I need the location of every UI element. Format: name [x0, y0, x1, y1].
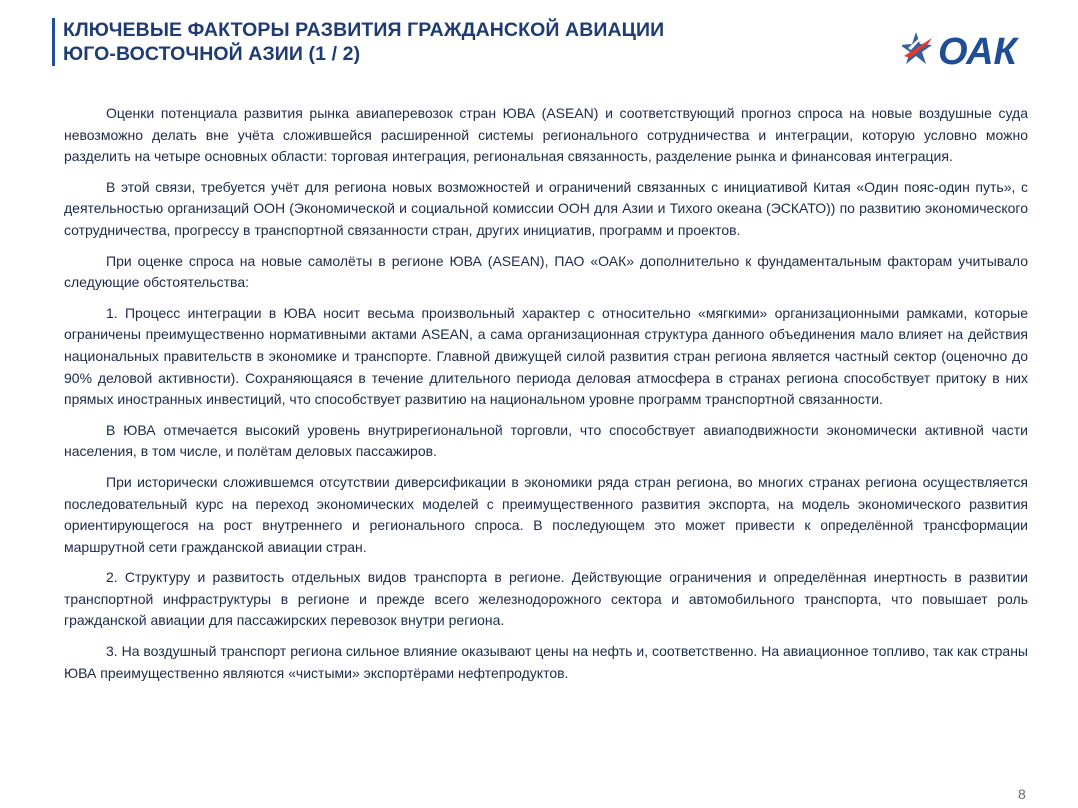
logo-text: ОАК: [938, 31, 1017, 72]
oak-logo: [902, 28, 1062, 72]
slide-title: [52, 18, 664, 66]
paragraph: Оценки потенциала развития рынка авиаперевозок стран ЮВА (ASEAN) и соответствующий прогноз спроса на новые воздушные суда невозможно делать вне учёта сложившейся расширенной системы регионального сотрудничества и интеграции, которую условно можно разделить на четыре основных области: торговая интеграция, региональная связанность, разделение рынка и финансовая интеграция.: [64, 105, 1028, 165]
page-number: 8: [1018, 786, 1026, 802]
title-line-2: ЮГО-ВОСТОЧНОЙ АЗИИ (1 / 2): [63, 43, 361, 65]
paragraph: При оценке спроса на новые самолёты в регионе ЮВА (ASEAN), ПАО «ОАК» дополнительно к фундаментальным факторам учитывало следующие обстоятельства:: [64, 252, 1028, 291]
paragraph: При исторически сложившемся отсутствии диверсификации в экономики ряда стран региона, во многих странах региона осуществляется последовательный курс на переход экономических моделей с преимущественного развития экспорта, на модель экономического развития ориентирующегося на рост внутреннего и регионального спроса. В последующем это может привести к определённой трансформации маршрутной сети гражданской авиации стран.: [64, 473, 1028, 555]
star-aircraft-icon: [902, 28, 1062, 72]
title-line-1: КЛЮЧЕВЫЕ ФАКТОРЫ РАЗВИТИЯ ГРАЖДАНСКОЙ АВИАЦИИ: [63, 19, 665, 41]
paragraph: 1. Процесс интеграции в ЮВА носит весьма произвольный характер с относительно «мягкими» организационными рамками, которые ограничены преимущественно нормативными актами ASEAN, а сама организационная структура данного объединения мало влияет на действия национальных правительств в экономике и транспорте. Главной движущей силой развития стран региона является частный сектор (оценочно до 90% деловой активности). Сохраняющаяся в течение длительного периода деловая атмосфера в странах региона способствует притоку в них прямых иностранных инвестиций, что способствует развитию на национальном уровне программ транспортной связанности.: [64, 304, 1028, 408]
paragraph: В этой связи, требуется учёт для региона новых возможностей и ограничений связанных с инициативой Китая «Один пояс-один путь», с деятельностью организаций ООН (Экономической и социальной комиссии ООН для Азии и Тихого океана (ЭСКАТО)) по развитию экономического сотрудничества, прогрессу в транспортной связанности стран, других инициатив, программ и проектов.: [64, 178, 1028, 238]
paragraph: 3. На воздушный транспорт региона сильное влияние оказывают цены на нефть и, соответственно. На авиационное топливо, так как страны ЮВА преимущественно являются «чистыми» экспортёрами нефтепродуктов.: [64, 643, 1028, 681]
paragraph: В ЮВА отмечается высокий уровень внутрирегиональной торговли, что способствует авиаподвижности экономически активной части населения, в том числе, и полётам деловых пассажиров.: [64, 421, 1028, 460]
paragraph: 2. Структуру и развитость отдельных видов транспорта в регионе. Действующие ограничения и определённая инертность в развитии транспортной инфраструктуры в регионе и прежде всего железнодорожного сектора и автомобильного транспорта, что повышает роль гражданской авиации для пассажирских перевозок внутри региона.: [64, 569, 1028, 629]
slide-body: [64, 103, 1028, 693]
